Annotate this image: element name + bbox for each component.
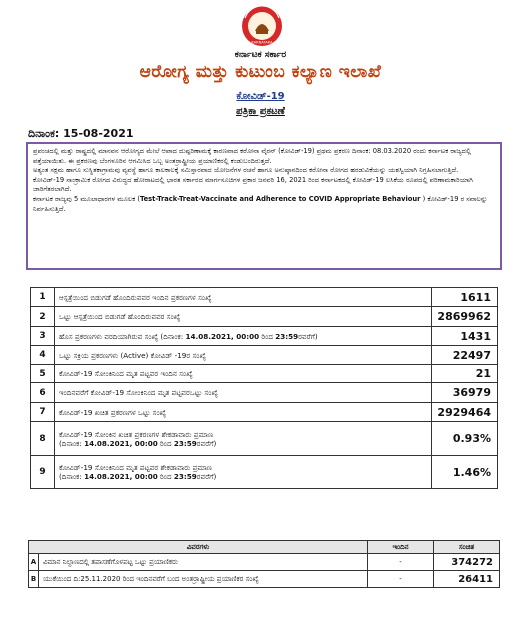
emblem-text: KARNATAKA [251,40,273,45]
row-text: ರವರೆಗೆ) [298,331,318,341]
row-value: 1431 [432,327,498,346]
row-date-range [59,472,427,481]
row-value: 1.46% [432,456,498,489]
row-text: ರಿಂದ [157,438,174,448]
row-date: 14.08.2021, 00:00 [84,438,158,448]
notice-box [26,142,502,270]
row-description: ಆಸ್ಪತ್ರೆಯಿಂದ ಬಿಡುಗಡೆ ಹೊಂದಿರುವವರ ಇಂದಿನ ಪ್ರಕರಣಗಳ ಸಂಖ್ಯೆ [55,288,432,307]
row-key: A [29,554,39,571]
table-row [31,422,498,456]
table-row [29,554,500,571]
notice-paragraph: ಪ್ರಪಂಚದಲ್ಲಿ ಮತ್ತು ರಾಷ್ಟ್ರದಲ್ಲಿ ಮಾನವನ ಆರೋಗ್ಯದ ಮೇಲೆ ಆಪಾದ ದುಷ್ಪರಿಣಾಮಕ್ಕೆ ಕಾರಣವಾದ ಕರೋನಾ ವೈರನ್ (ಕೋವಿಡ್-19) ಪ್ರಥಮ ಪ್ರಕರಣ ದಿನಾಂಕ: 08.03.2020 ರಂದು ಕರ್ನಾಟಕ ರಾಜ್ಯದಲ್ಲಿ ಪತ್ತೆಯಾಯಿತು. ಈ ಪ್ರಕರಣವು ಬೆಂಗಳೂರಿನ ಆಗಮಿಸಿದ ಒಬ್ಬ ಅಂತರ್ರಾಷ್ಟ್ರೀಯ ಪ್ರಯಾಣಿಕರಲ್ಲಿ ಕಂಡುಬಂದಿರುತ್ತದೆ. [33,147,472,165]
row-text: ಕೋವಿಡ್-19 ಸೋಂಕಿನಿಂದ ಮೃತ ಪಟ್ಟವರ ಶೇಕಡಾವಾರು ಪ್ರಮಾಣ [59,463,213,472]
row-description: ಒಟ್ಟು ಆಸ್ಪತ್ರೆಯಿಂದ ಬಿಡುಗಡೆ ಹೊಂದಿರುವವರ ಸಂಖ್ಯೆ [55,307,432,327]
header-today: ಇಂದಿನ [368,541,434,554]
row-time: 23:59 [275,331,299,341]
row-description: ಯುಕೆಯಿಂದ ದಿ:25.11.2020 ರಿಂದ ಇಂದಿನವರೆಗೆ ಬಂದ ಅಂತರ್ರಾಷ್ಟ್ರೀಯ ಪ್ರಯಾಣಿಕರ ಸಂಖ್ಯೆ [39,571,368,588]
row-time: 23:59 [173,472,197,481]
row-number: 3 [31,327,55,346]
row-value: 374272 [434,554,500,571]
release-date: ದಿನಾಂಕ: 15-08-2021 [28,127,134,140]
row-text: (ದಿನಾಂಕ: [59,472,85,481]
row-number: 4 [31,346,55,365]
row-value: 26411 [434,571,500,588]
row-number: 8 [31,422,55,456]
notice-text: ) ಕೋವಿಡ್-19 ರ ಸವಾಲನ್ನು ನಿರ್ವಹಿಸುತ್ತಿದೆ. [33,194,488,213]
row-today: - [368,554,434,571]
header-cumulative: ಸಂಚಿತ [434,541,500,554]
table-row [31,346,498,365]
row-description: ಇಂದಿನವರೆಗೆ ಕೋವಿಡ್-19 ಸೋಂಕಿನಿಂದ ಮೃತ ಪಟ್ಟವರಒಟ್ಟು ಸಂಖ್ಯೆ [55,383,432,403]
karnataka-emblem [239,4,285,48]
summary-header-row [29,541,500,554]
row-today: - [368,571,434,588]
notice-paragraph [33,195,495,214]
row-text: ರವರೆಗೆ) [196,438,217,448]
row-value: 1611 [432,288,498,307]
row-value: 2929464 [432,403,498,422]
row-value: 22497 [432,346,498,365]
row-key: B [29,571,39,588]
table-row [31,383,498,403]
row-description: ಕೋವಿಡ್-19 ಖಚಿತ ಪ್ರಕರಣಗಳ ಒಟ್ಟು ಸಂಖ್ಯೆ [55,403,432,422]
notice-strategy-text: Test-Track-Treat-Vaccinate and Adherence to COVID Appropriate Behaviour [139,194,421,203]
row-value: 2869962 [432,307,498,327]
row-description [55,422,432,456]
row-description: ವಿಮಾನ ನಿಲ್ದಾಣದಲ್ಲಿ ತಪಾಸಣೆಗೊಳಪಟ್ಟ ಒಟ್ಟು ಪ್ರಯಾಣಿಕರು [39,554,368,571]
row-description [55,456,432,489]
row-number: 2 [31,307,55,327]
row-text: ರವರೆಗೆ) [196,472,217,481]
row-text: (ದಿನಾಂಕ: [59,438,85,448]
row-value: 36979 [432,383,498,403]
row-number: 7 [31,403,55,422]
row-number: 6 [31,383,55,403]
department-title: ಆರೋಗ್ಯ ಮತ್ತು ಕುಟುಂಬ ಕಲ್ಯಾಣ ಇಲಾಖೆ [139,62,382,82]
table-row [31,456,498,489]
row-number: 9 [31,456,55,489]
row-text: ರಿಂದ [157,472,174,481]
row-number: 5 [31,365,55,383]
press-release-title: ಪತ್ರಿಕಾ ಪ್ರಕಟಣೆ [236,106,285,117]
row-description: ಕೋವಿಡ್-19 ಸೋಂಕಿನಿಂದ ಮೃತ ಪಟ್ಟವರ ಇಂದಿನ ಸಂಖ್ಯೆ [55,365,432,383]
notice-paragraph: ಅತ್ಯಂತ ಸಕ್ಷಮ ಹಾಗೂ ಸುಸ್ಥಿತಕಾಗ್ರಾಮವು ವ್ಯವಸ್ಥೆ ಹಾಗೂ ಕಾಲಕಾಲಕ್ಕೆ ಸಮಿಸ್ತಾರವಾದ ಯೋಜನೆಗಳ ರಚನೆ ಹಾಗೂ ಅನುಷ್ಠಾನದಿಂದ ಕರೋನಾ ರೋಗದ ಹರಡುವಿಕೆಯನ್ನು ಯಶಸ್ವಿಯಾಗಿ ನಿಗ್ರಹಿಸಲಾಗುತ್ತಿದೆ. [33,166,459,175]
row-date-range [59,439,427,448]
row-date: 14.08.2021, 00:00 [84,472,158,481]
covid-stats-table [30,287,498,489]
row-text: ಕೋವಿಡ್-19 ಸೋಂಕಿನ ಖಚಿತ ಪ್ರಕರಣಗಳ ಶೇಕಡಾವಾರು ಪ್ರಮಾಣ [59,429,214,439]
row-description [55,327,432,346]
table-row [31,288,498,307]
table-row [31,327,498,346]
row-value: 0.93% [432,422,498,456]
table-row [29,571,500,588]
row-number: 1 [31,288,55,307]
row-time: 23:59 [173,438,197,448]
government-name: ಕರ್ನಾಟಕ ಸರ್ಕಾರ [234,50,287,60]
row-text: ರಿಂದ [259,331,276,341]
header-details: ವಿವರಗಳು [29,541,368,554]
row-description: ಒಟ್ಟು ಸಕ್ರಿಯ ಪ್ರಕರಣಗಳು (Active) ಕೋವಿಡ್ -19ರ ಸಂಖ್ಯೆ [55,346,432,365]
table-row [31,365,498,383]
table-row [31,403,498,422]
notice-text: ಕರ್ನಾಟಕ ರಾಜ್ಯವು 5 ಮೂಲಾಧಾರಗಳ ಮೂಲಕ ( [33,194,140,203]
row-date: 14.08.2021, 00:00 [185,331,260,341]
covid-title: ಕೋವಿಡ್-19 [236,91,285,102]
notice-paragraph: ಕೋವಿಡ್-19 ಸಾಂಕ್ರಾಮಿಕ ರೋಗದ ವಿರುದ್ಧದ ಹೋರಾಟದಲ್ಲಿ ಭಾರತ ಸರ್ಕಾರದ ಮಾರ್ಗಸೂಚಿಗಳ ಪ್ರಕಾರ ಜನವರಿ 16, 2021 ರಿಂದ ಕರ್ನಾಟಕದಲ್ಲಿ ಕೋವಿಡ್-19 ಲಸಿಕೆಯ ರೂಪದಲ್ಲಿ ಪರಿಣಾಮಕಾರಿಯಾಗಿ ಜಾರಿಗೆತರಲಾಗಿದೆ. [33,175,473,194]
row-value: 21 [432,365,498,383]
summary-table [28,540,500,588]
table-row [31,307,498,327]
row-text: ಹೊಸ ಪ್ರಕರಣಗಳು ವರದಿಯಾಗಿರುವ ಸಂಖ್ಯೆ (ದಿನಾಂಕ: [59,331,186,341]
